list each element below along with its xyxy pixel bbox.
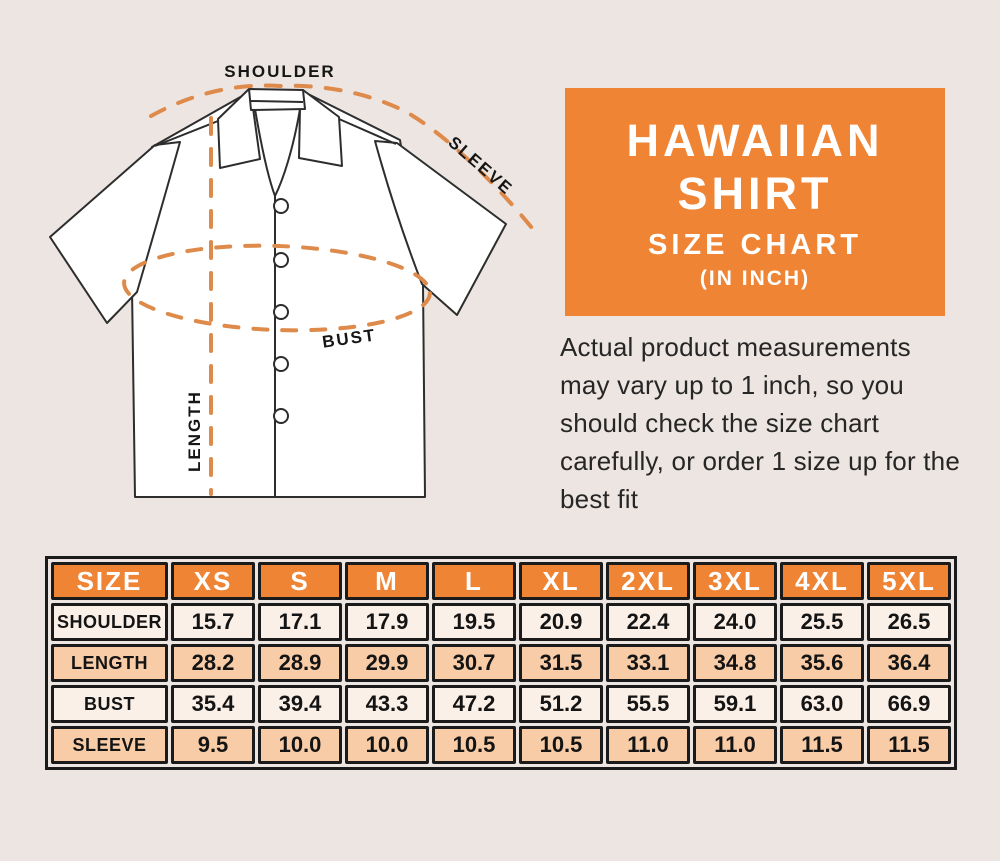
size-value: 22.4 [606,603,690,641]
size-value: 25.5 [780,603,864,641]
size-value: 51.2 [519,685,603,723]
size-value: 19.5 [432,603,516,641]
table-row-bust [51,685,951,723]
row-label: BUST [51,685,168,723]
col-header-xs: XS [171,562,255,600]
title-line-1: HAWAIIAN [626,114,884,166]
size-value: 55.5 [606,685,690,723]
size-value: 28.9 [258,644,342,682]
col-header-s: S [258,562,342,600]
title-unit: (IN INCH) [699,266,811,290]
size-value: 24.0 [693,603,777,641]
sleeve-label: SLEEVE [444,132,517,199]
size-value: 29.9 [345,644,429,682]
shoulder-label: SHOULDER [224,62,336,81]
shirt-drawing [50,89,506,497]
col-header-2xl: 2XL [606,562,690,600]
size-value: 15.7 [171,603,255,641]
size-value: 17.9 [345,603,429,641]
size-value: 11.5 [867,726,951,764]
size-value: 35.4 [171,685,255,723]
title-card [565,88,945,316]
table-row-length [51,644,951,682]
title-subtitle: SIZE CHART [648,228,862,261]
size-value: 20.9 [519,603,603,641]
size-value: 59.1 [693,685,777,723]
size-column-header: SIZE [51,562,168,600]
size-value: 26.5 [867,603,951,641]
title-line-2: SHIRT [677,167,833,219]
size-value: 39.4 [258,685,342,723]
collar-neck-band [249,89,305,110]
col-header-3xl: 3XL [693,562,777,600]
size-value: 17.1 [258,603,342,641]
size-value: 36.4 [867,644,951,682]
size-value: 43.3 [345,685,429,723]
bust-label: BUST [321,325,378,352]
row-label: SLEEVE [51,726,168,764]
size-value: 28.2 [171,644,255,682]
size-value: 31.5 [519,644,603,682]
size-value: 34.8 [693,644,777,682]
size-value: 10.5 [432,726,516,764]
size-value: 11.0 [606,726,690,764]
col-header-l: L [432,562,516,600]
size-value: 10.5 [519,726,603,764]
size-value: 10.0 [345,726,429,764]
table-header-row [51,562,951,600]
col-header-4xl: 4XL [780,562,864,600]
note-text: Actual product measurements may vary up to 1 inch, so you should check the size chart carefully, or order 1 size up for the best fit [560,332,960,514]
size-value: 35.6 [780,644,864,682]
shirt-measurement-diagram [22,40,550,518]
size-value: 63.0 [780,685,864,723]
size-value: 33.1 [606,644,690,682]
table-row-sleeve [51,726,951,764]
size-value: 30.7 [432,644,516,682]
size-value: 11.0 [693,726,777,764]
size-value: 11.5 [780,726,864,764]
col-header-m: M [345,562,429,600]
size-table [45,556,957,770]
size-value: 10.0 [258,726,342,764]
row-label: LENGTH [51,644,168,682]
col-header-xl: XL [519,562,603,600]
size-value: 66.9 [867,685,951,723]
length-label: LENGTH [185,390,204,472]
row-label: SHOULDER [51,603,168,641]
table-row-shoulder [51,603,951,641]
size-value: 9.5 [171,726,255,764]
size-value: 47.2 [432,685,516,723]
col-header-5xl: 5XL [867,562,951,600]
neck-band-fold-line [251,101,303,102]
